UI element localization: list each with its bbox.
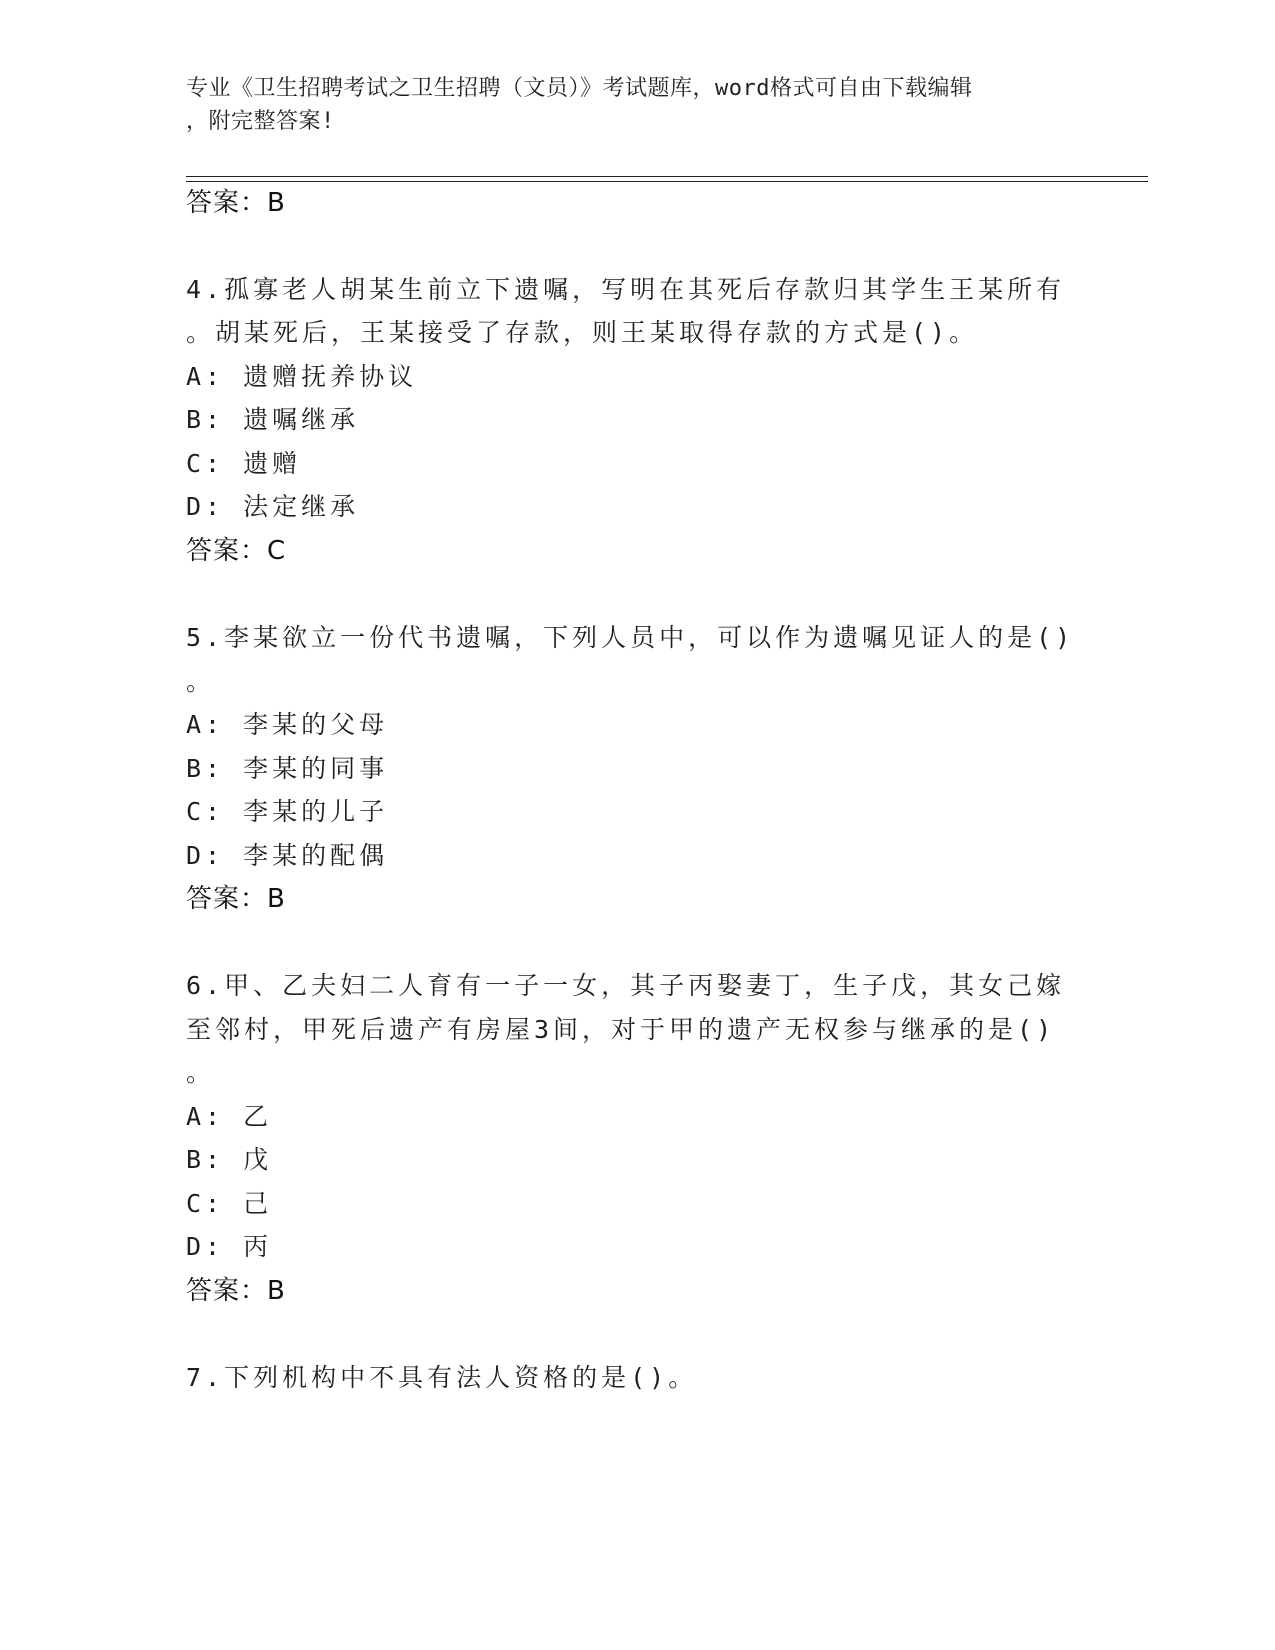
question-6-option-a: A: 乙 <box>186 1102 273 1131</box>
question-5-option-c: C: 李某的儿子 <box>186 797 389 826</box>
answer-line: 答案：B <box>186 188 286 218</box>
question-5-answer: 答案：B <box>186 884 286 914</box>
header-line-2: ，附完整答案! <box>186 109 335 134</box>
question-4-option-a: A: 遗赠抚养协议 <box>186 362 418 391</box>
question-5-option-b: B: 李某的同事 <box>186 754 389 783</box>
question-7-stem-line-1: 7.下列机构中不具有法人资格的是()。 <box>186 1363 698 1392</box>
question-5-option-d: D: 李某的配偶 <box>186 841 389 870</box>
header-rule-top <box>186 176 1148 177</box>
question-6-answer: 答案：B <box>186 1276 286 1306</box>
question-4-option-c: C: 遗赠 <box>186 449 302 478</box>
question-4-answer: 答案：C <box>186 536 287 566</box>
question-6-stem-line-1: 6.甲、乙夫妇二人育有一子一女，其子丙娶妻丁，生子戊，其女己嫁 <box>186 971 1066 1000</box>
question-4-option-d: D: 法定继承 <box>186 492 360 521</box>
question-6-stem-line-3: 。 <box>186 1058 216 1087</box>
header-rule-bottom <box>186 181 1148 182</box>
question-4-option-b: B: 遗嘱继承 <box>186 405 360 434</box>
question-4-stem-line-1: 4.孤寡老人胡某生前立下遗嘱，写明在其死后存款归其学生王某所有 <box>186 275 1066 304</box>
header-line-1: 专业《卫生招聘考试之卫生招聘（文员）》考试题库，word格式可自由下载编辑 <box>186 76 973 101</box>
question-5-stem-line-2: 。 <box>186 667 216 696</box>
question-4-stem-line-2: 。胡某死后，王某接受了存款，则王某取得存款的方式是()。 <box>186 318 979 347</box>
question-6-option-b: B: 戊 <box>186 1145 273 1174</box>
question-6-stem-line-2: 至邻村，甲死后遗产有房屋3间，对于甲的遗产无权参与继承的是() <box>186 1015 1056 1044</box>
question-5-option-a: A: 李某的父母 <box>186 710 389 739</box>
question-6-option-c: C: 己 <box>186 1189 273 1218</box>
question-6-option-d: D: 丙 <box>186 1232 273 1261</box>
document-header <box>186 72 1086 138</box>
question-5-stem-line-1: 5.李某欲立一份代书遗嘱，下列人员中，可以作为遗嘱见证人的是() <box>186 623 1075 652</box>
